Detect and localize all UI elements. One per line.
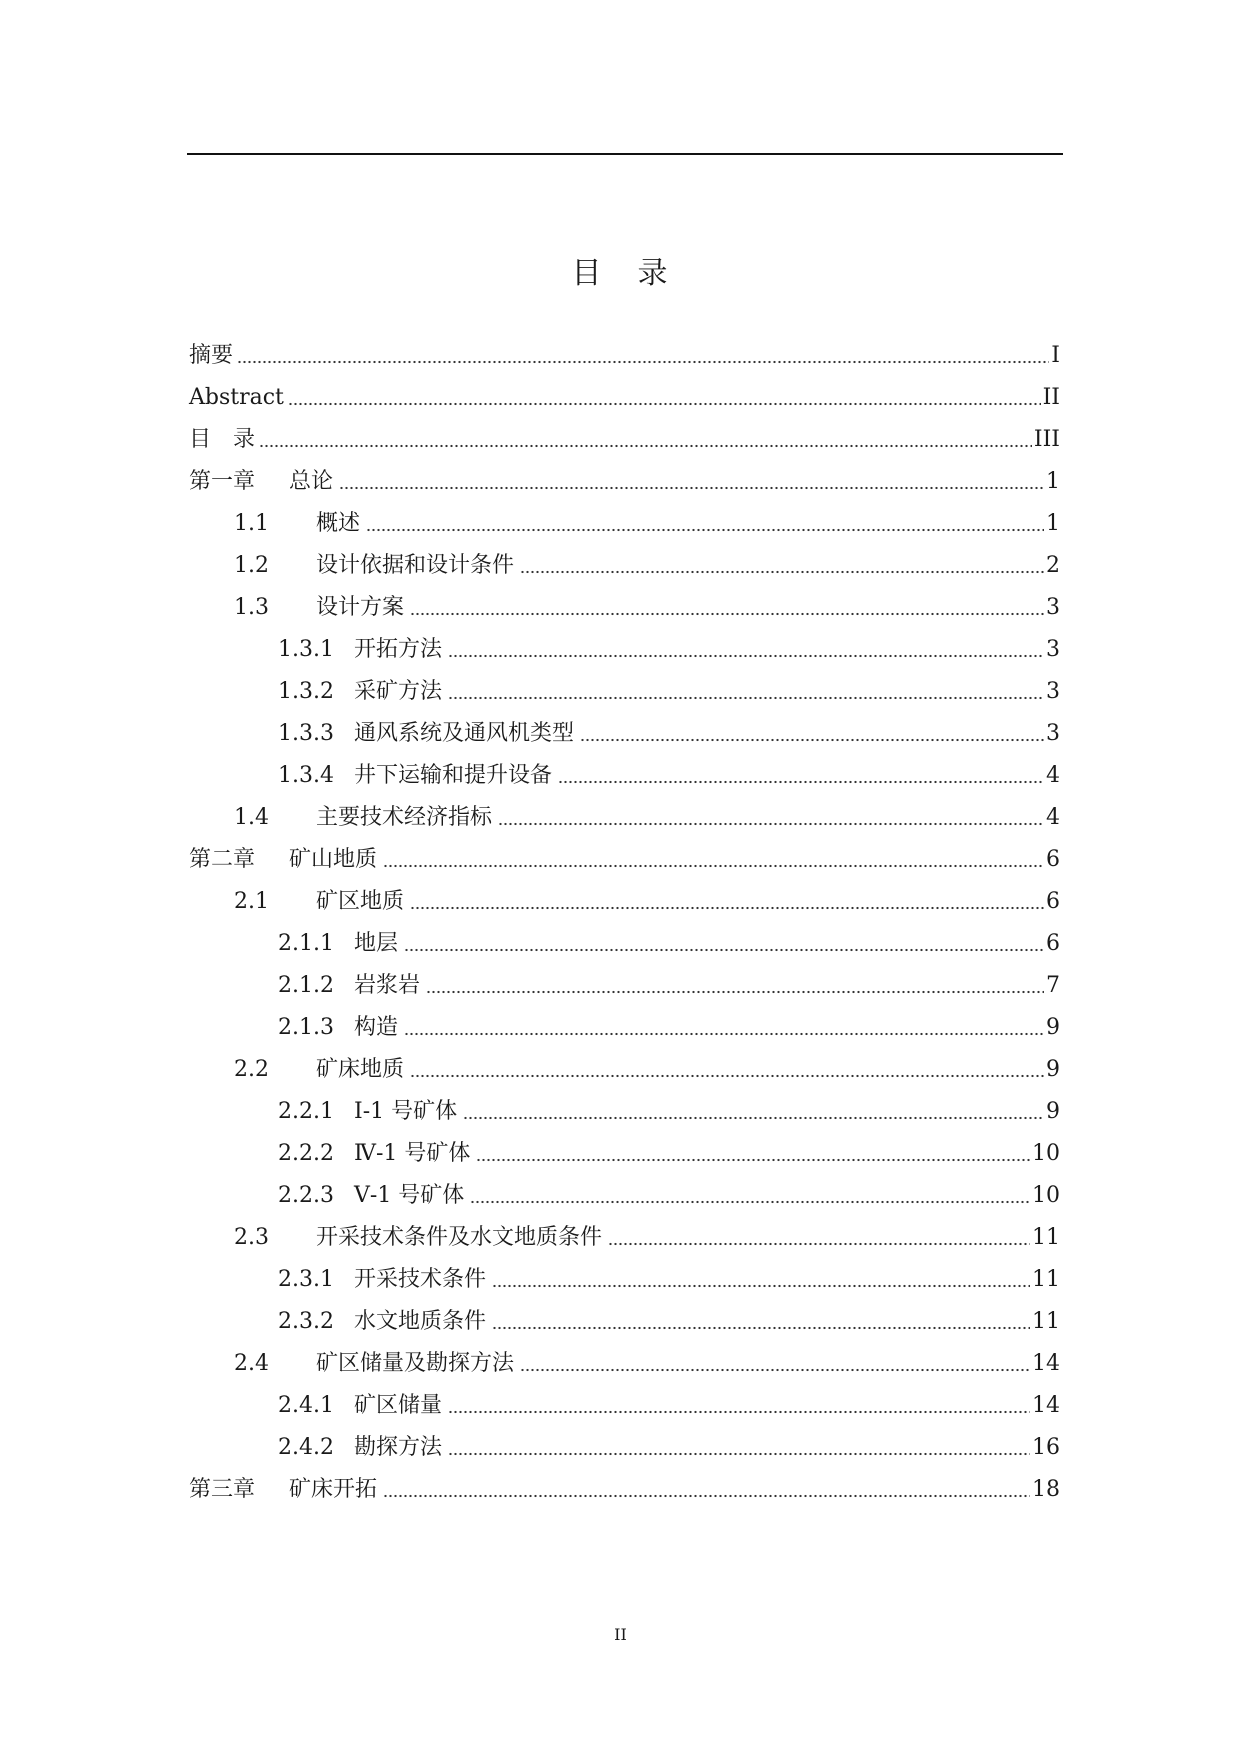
toc-entry-page: 11 [1032,1267,1060,1292]
toc-entry-page: I [1051,343,1060,368]
toc-entry-label: 矿床地质 [316,1057,405,1082]
toc-leader-dots [259,444,1032,448]
toc-entry-page: III [1033,427,1060,452]
toc-entry-number: 2.3.2 [278,1309,334,1334]
toc-entry[interactable] [189,335,1060,377]
toc-leader-dots [410,1074,1044,1078]
toc-entry-label: 井下运输和提升设备 [354,763,553,788]
toc-entry-label: 矿区储量 [354,1393,443,1418]
toc-entry-number: 2.2.1 [278,1099,334,1124]
toc-entry[interactable] [189,419,1060,461]
toc-leader-dots [366,528,1044,532]
toc-list [189,335,1060,1511]
toc-title-left: 目 [571,256,604,291]
footer-page-number: II [614,1625,627,1644]
toc-entry-page: 1 [1046,511,1060,536]
toc-entry-label: 构造 [354,1015,399,1040]
toc-entry-number: 1.3.4 [278,763,334,788]
toc-entry[interactable] [189,461,1060,503]
toc-entry-page: 7 [1046,973,1060,998]
toc-leader-dots [580,738,1044,742]
toc-entry-page: 2 [1046,553,1060,578]
toc-entry[interactable] [189,881,1060,923]
toc-entry-number: 2.3 [234,1225,269,1250]
toc-entry-page: 18 [1032,1477,1060,1502]
toc-entry-page: 3 [1046,679,1060,704]
toc-leader-dots [520,1368,1030,1372]
toc-entry-label: 矿床开拓 [289,1477,378,1502]
toc-entry-label: 主要技术经济指标 [316,805,493,830]
toc-entry[interactable] [189,1007,1060,1049]
toc-entry-number: 2.1.1 [278,931,334,956]
toc-entry[interactable] [189,1133,1060,1175]
toc-leader-dots [410,906,1044,910]
toc-entry[interactable] [189,923,1060,965]
toc-entry-number: 1.2 [234,553,269,578]
toc-entry-number: 1.3.3 [278,721,334,746]
toc-entry-number: 2.2.3 [278,1183,334,1208]
toc-leader-dots [470,1200,1030,1204]
toc-entry-label: 矿区储量及勘探方法 [316,1351,515,1376]
toc-entry-label: Ⅴ-1 号矿体 [354,1183,465,1208]
toc-entry-label: 开拓方法 [354,637,443,662]
toc-leader-dots [463,1116,1044,1120]
toc-entry-number: 2.1.2 [278,973,334,998]
toc-entry[interactable] [189,1301,1060,1343]
toc-entry-label: 开采技术条件 [354,1267,487,1292]
toc-entry-page: 9 [1046,1057,1060,1082]
toc-entry-page: 3 [1046,637,1060,662]
toc-entry-number: 1.4 [234,805,269,830]
header-rule [187,153,1063,155]
toc-entry-label: 岩浆岩 [354,973,421,998]
toc-entry[interactable] [189,1385,1060,1427]
toc-entry-label: 矿区地质 [316,889,405,914]
toc-entry-page: 14 [1032,1351,1060,1376]
toc-entry-page: 10 [1032,1183,1060,1208]
toc-entry-page: 11 [1032,1309,1060,1334]
toc-entry[interactable] [189,1427,1060,1469]
toc-entry[interactable] [189,713,1060,755]
toc-entry-page: 4 [1046,763,1060,788]
toc-leader-dots [448,1452,1030,1456]
toc-entry-number: 2.1.3 [278,1015,334,1040]
toc-entry-label: Ⅰ-1 号矿体 [354,1099,458,1124]
toc-leader-dots [410,612,1044,616]
toc-leader-dots [383,864,1044,868]
toc-entry[interactable] [189,839,1060,881]
toc-title [0,248,1241,292]
toc-leader-dots [448,696,1044,700]
toc-entry-number: 第三章 [189,1477,256,1502]
toc-entry-page: 1 [1046,469,1060,494]
toc-entry[interactable] [189,587,1060,629]
toc-leader-dots [476,1158,1030,1162]
toc-entry-page: 16 [1032,1435,1060,1460]
toc-leader-dots [288,402,1041,406]
toc-entry-number: 2.2 [234,1057,269,1082]
toc-entry-label: 开采技术条件及水文地质条件 [316,1225,603,1250]
toc-entry-number: 2.3.1 [278,1267,334,1292]
toc-entry-page: II [1042,385,1060,410]
toc-entry-number: 2.2.2 [278,1141,334,1166]
toc-entry-number: 2.4.2 [278,1435,334,1460]
toc-leader-dots [448,1410,1030,1414]
toc-entry-label: 摘要 [189,343,234,368]
toc-entry[interactable] [189,1343,1060,1385]
toc-entry-label: 设计依据和设计条件 [316,553,515,578]
toc-entry-page: 10 [1032,1141,1060,1166]
toc-entry-number: 2.4 [234,1351,269,1376]
toc-leader-dots [237,360,1049,364]
toc-entry-label: Ⅳ-1 号矿体 [354,1141,471,1166]
toc-leader-dots [426,990,1044,994]
toc-entry-page: 11 [1032,1225,1060,1250]
toc-entry[interactable] [189,377,1060,419]
toc-entry[interactable] [189,797,1060,839]
toc-leader-dots [492,1284,1030,1288]
toc-entry-page: 3 [1046,595,1060,620]
toc-entry-label: Abstract [189,385,284,410]
toc-entry-number: 1.3.2 [278,679,334,704]
toc-entry-number: 2.4.1 [278,1393,334,1418]
toc-entry[interactable] [189,545,1060,587]
toc-leader-dots [383,1494,1030,1498]
toc-entry-label: 总论 [289,469,334,494]
toc-leader-dots [608,1242,1030,1246]
toc-entry[interactable] [189,1469,1060,1511]
toc-leader-dots [404,1032,1044,1036]
toc-entry-label: 勘探方法 [354,1435,443,1460]
toc-leader-dots [498,822,1044,826]
toc-entry-number: 1.1 [234,511,269,536]
toc-entry-label: 目 录 [189,427,256,452]
toc-entry[interactable] [189,503,1060,545]
toc-entry-page: 9 [1046,1015,1060,1040]
toc-entry[interactable] [189,1259,1060,1301]
toc-entry[interactable] [189,755,1060,797]
toc-entry-label: 通风系统及通风机类型 [354,721,575,746]
toc-title-right: 录 [637,256,670,291]
toc-entry-number: 第二章 [189,847,256,872]
toc-entry-number: 2.1 [234,889,269,914]
toc-entry-page: 6 [1046,889,1060,914]
toc-leader-dots [492,1326,1030,1330]
toc-entry-page: 9 [1046,1099,1060,1124]
toc-entry[interactable] [189,1049,1060,1091]
toc-entry-page: 6 [1046,931,1060,956]
toc-entry-number: 第一章 [189,469,256,494]
toc-entry[interactable] [189,965,1060,1007]
toc-leader-dots [339,486,1044,490]
toc-leader-dots [404,948,1044,952]
toc-entry-page: 3 [1046,721,1060,746]
toc-entry-label: 矿山地质 [289,847,378,872]
toc-entry-number: 1.3 [234,595,269,620]
toc-entry-label: 水文地质条件 [354,1309,487,1334]
toc-leader-dots [558,780,1044,784]
toc-entry-page: 6 [1046,847,1060,872]
toc-entry-number: 1.3.1 [278,637,334,662]
toc-entry[interactable] [189,671,1060,713]
toc-entry-label: 采矿方法 [354,679,443,704]
toc-entry-label: 设计方案 [316,595,405,620]
toc-entry[interactable] [189,1175,1060,1217]
toc-leader-dots [520,570,1044,574]
toc-entry[interactable] [189,629,1060,671]
toc-entry[interactable] [189,1217,1060,1259]
toc-entry-label: 概述 [316,511,361,536]
toc-entry-label: 地层 [354,931,399,956]
toc-entry[interactable] [189,1091,1060,1133]
toc-entry-page: 14 [1032,1393,1060,1418]
toc-leader-dots [448,654,1044,658]
toc-entry-page: 4 [1046,805,1060,830]
